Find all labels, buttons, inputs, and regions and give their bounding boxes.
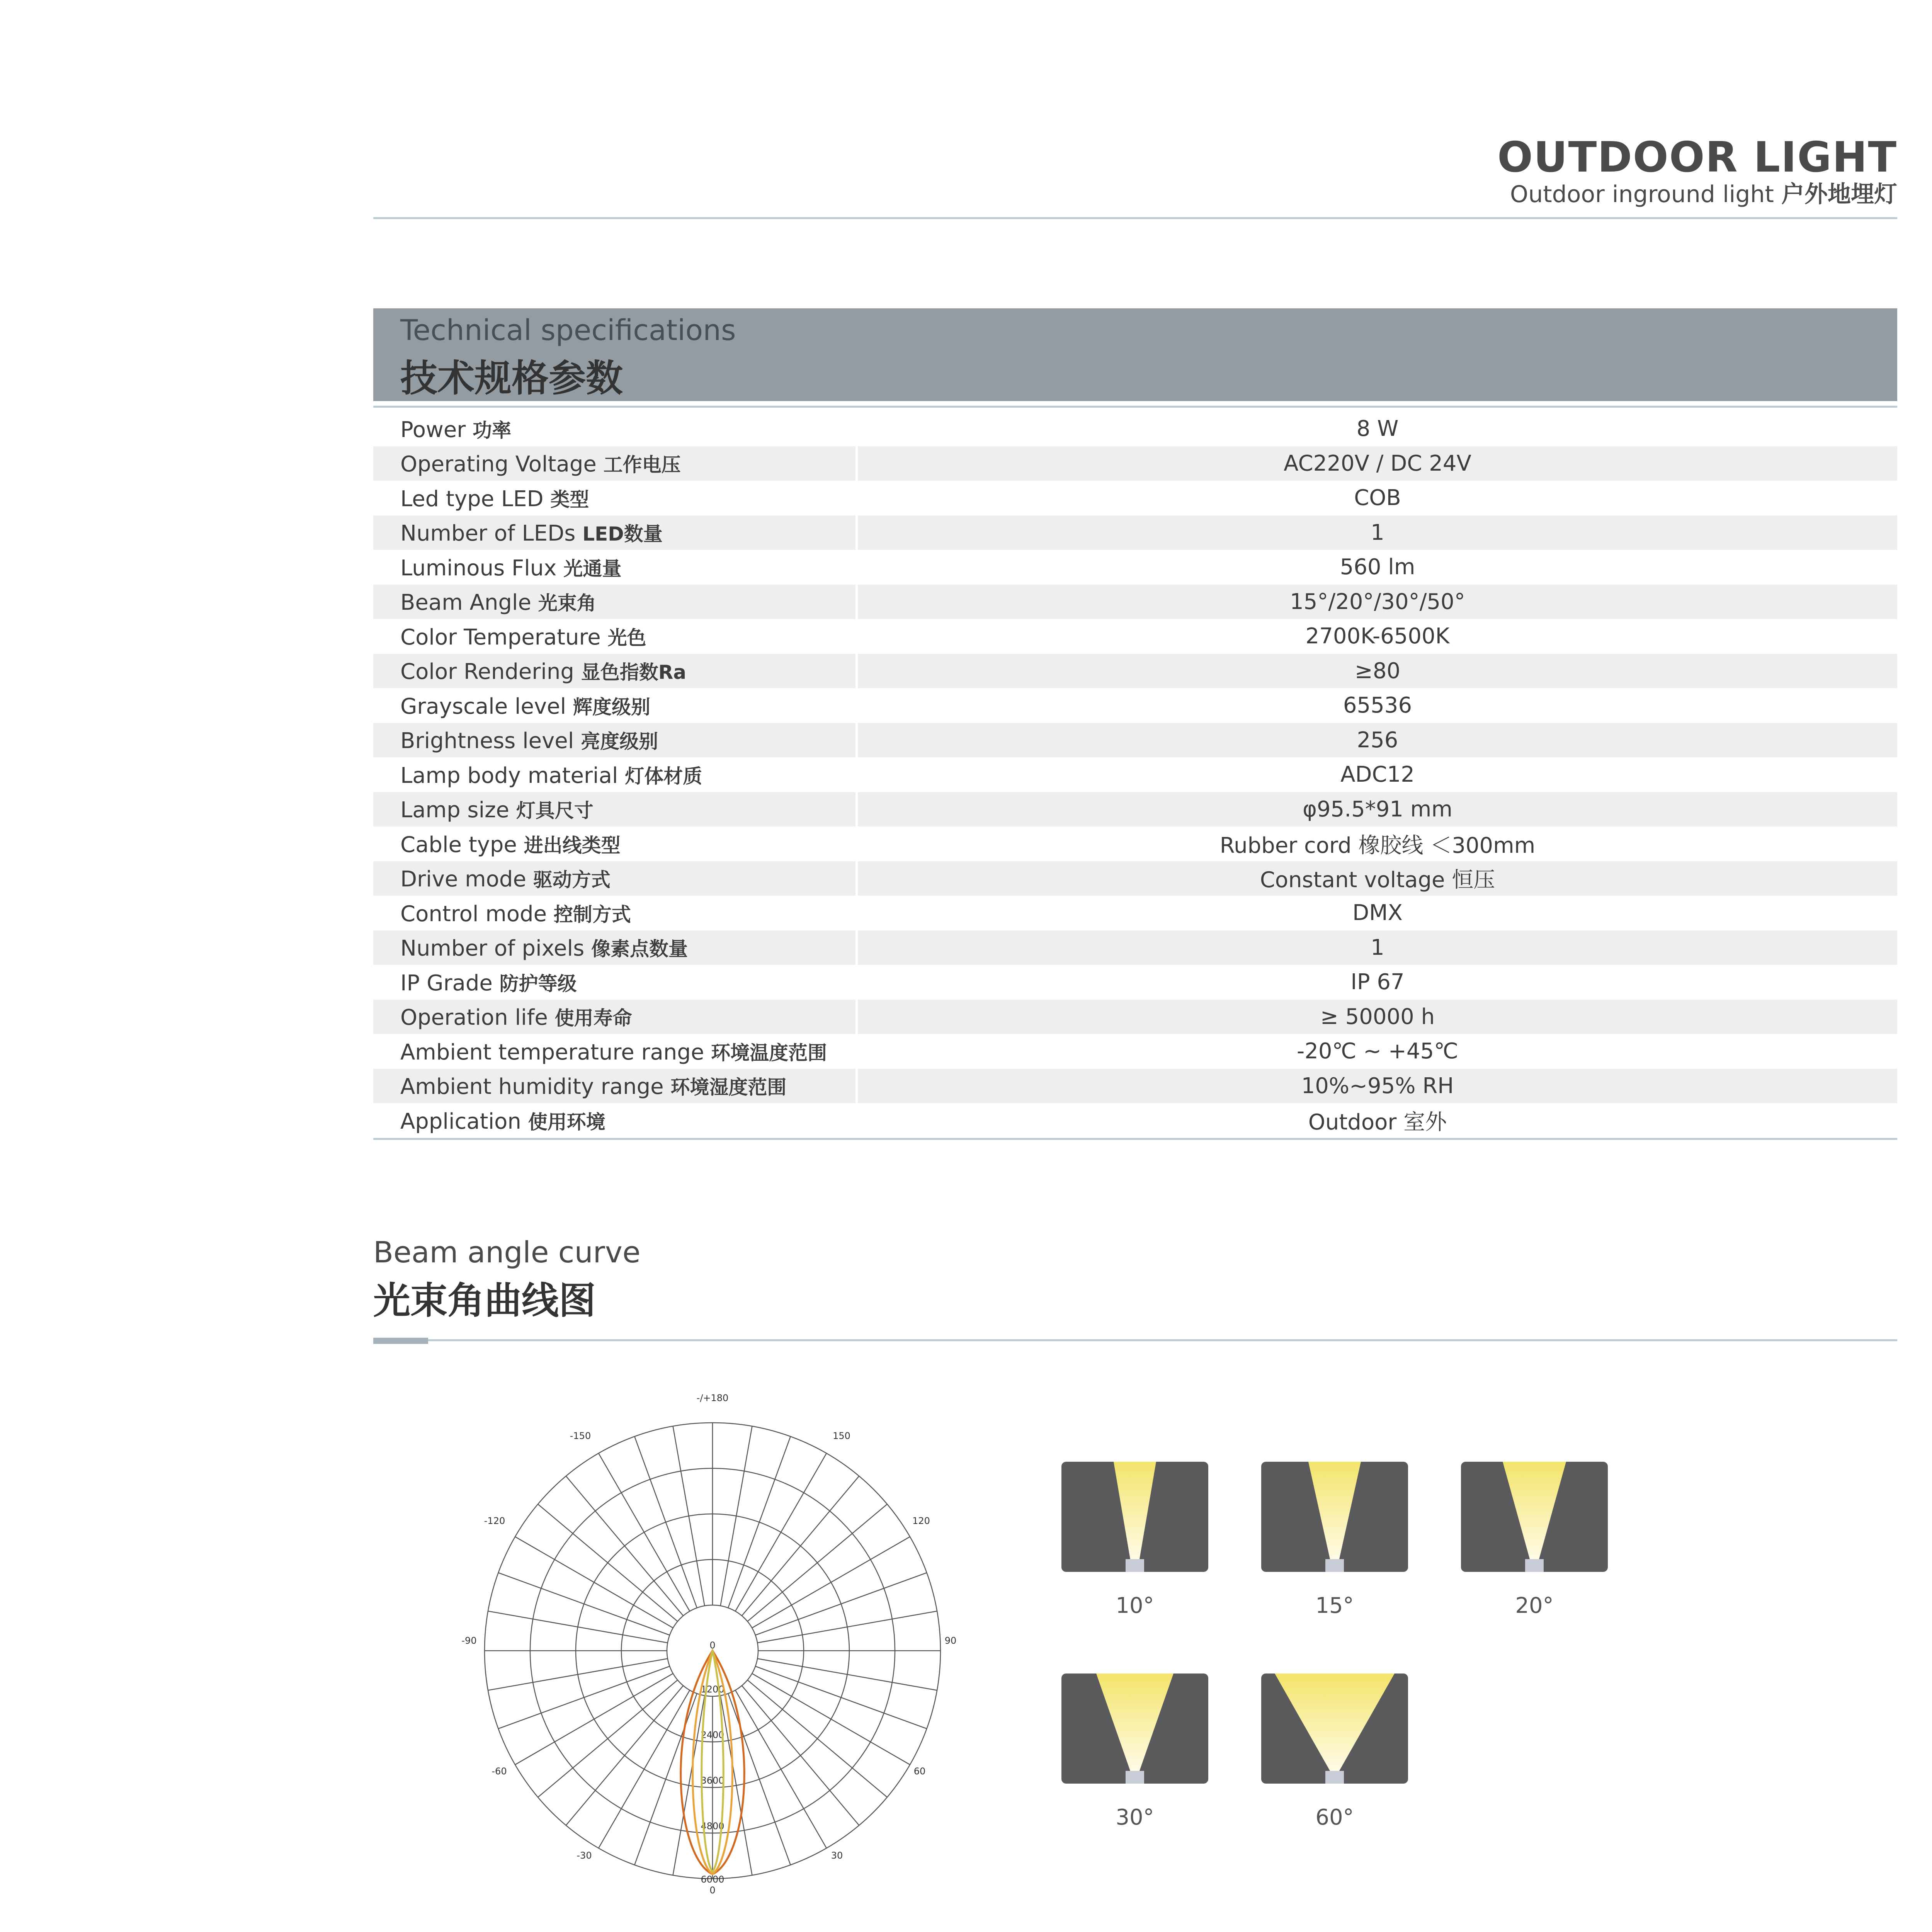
header-subtitle-en: Outdoor inground light: [1510, 181, 1774, 208]
spec-label-cn: 进出线类型: [524, 834, 621, 857]
spec-label: [373, 585, 857, 619]
spec-label-cn: 像素点数量: [591, 938, 688, 961]
polar-spoke: [747, 1680, 887, 1797]
spec-label: [373, 688, 857, 723]
spec-label: [373, 654, 857, 689]
spec-value: Rubber cord 橡胶线 ＜300mm: [1219, 833, 1536, 858]
spec-label: [373, 550, 857, 585]
beam-tile: [1261, 1673, 1408, 1784]
polar-label-top: -/+180: [696, 1393, 729, 1403]
spec-label: [373, 792, 857, 827]
polar-spoke: [515, 1537, 673, 1628]
polar-spoke: [755, 1573, 927, 1635]
beam-heading-cn: 光束角曲线图: [373, 1279, 596, 1322]
spec-label-en: Color Rendering: [400, 659, 574, 685]
beam-cone-icon: [1061, 1462, 1208, 1572]
spec-label-cn: 驱动方式: [533, 869, 611, 891]
spec-value: 65536: [1343, 693, 1412, 718]
spec-row: [373, 654, 1897, 689]
polar-spoke: [728, 1694, 790, 1865]
beam-cone-icon: [1261, 1462, 1408, 1572]
spec-row: [373, 930, 1897, 965]
beam-heading-en: Beam angle curve: [373, 1235, 641, 1269]
spec-label-cn: 功率: [473, 419, 512, 442]
spec-row: [373, 585, 1897, 619]
polar-spoke: [673, 1426, 705, 1606]
spec-label-cn: 防护等级: [499, 972, 577, 995]
spec-label: [373, 896, 857, 930]
polar-label-l90: -90: [461, 1635, 477, 1646]
spec-value: 560 lm: [1340, 554, 1415, 580]
spec-label: [373, 965, 857, 1000]
polar-spoke: [720, 1426, 752, 1606]
polar-spoke: [634, 1694, 697, 1865]
beam-tile: [1061, 1462, 1208, 1572]
polar-spoke: [742, 1476, 859, 1616]
polar-spoke: [742, 1685, 859, 1825]
polar-spoke: [488, 1658, 668, 1690]
spec-label-en: Luminous Flux: [400, 555, 557, 581]
spec-label-cn: 光通量: [563, 557, 622, 580]
spec-label-en: Brightness level: [400, 728, 574, 754]
polar-label-r60: 60: [913, 1766, 926, 1777]
spec-bottom-rule: [373, 1138, 1897, 1140]
spec-row: [373, 861, 1897, 896]
spec-label-cn: 灯体材质: [625, 765, 702, 787]
spec-label: [373, 861, 857, 896]
spec-row: [373, 550, 1897, 585]
polar-spoke: [515, 1673, 673, 1765]
spec-label-en: Ambient temperature range: [400, 1039, 704, 1065]
spec-row: [373, 1034, 1897, 1069]
spec-value: ≥80: [857, 654, 1897, 689]
spec-row: [373, 896, 1897, 930]
beam-tile: [1261, 1462, 1408, 1572]
spec-label-en: Operation life: [400, 1005, 548, 1031]
spec-row: [373, 827, 1897, 861]
polar-spoke: [728, 1437, 790, 1608]
polar-radial-label: 2400: [701, 1730, 724, 1740]
spec-value: 256: [857, 723, 1897, 758]
spec-heading-en: Technical specifications: [400, 314, 736, 347]
spec-label: [373, 412, 857, 446]
spec-label-en: Number of pixels: [400, 936, 585, 961]
polar-label-l30: -30: [577, 1850, 592, 1861]
spec-label: [373, 757, 857, 792]
polar-spoke: [757, 1658, 937, 1690]
polar-radial-label: 0: [709, 1640, 716, 1651]
polar-spoke: [735, 1690, 827, 1848]
spec-value: IP 67: [1350, 969, 1405, 995]
spec-label-cn: 灯具尺寸: [516, 799, 594, 822]
spec-label-cn: 光色: [607, 626, 646, 649]
beam-tile: [1461, 1462, 1608, 1572]
polar-label-r30: 30: [831, 1850, 843, 1861]
spec-label-en: Operating Voltage: [400, 452, 597, 477]
spec-label: [373, 1103, 857, 1138]
spec-value: φ95.5*91 mm: [857, 792, 1897, 827]
spec-value: Constant voltage 恒压: [857, 861, 1897, 896]
polar-radial-label: 6000: [701, 1874, 724, 1885]
spec-label: [373, 1069, 857, 1104]
spec-label-en: Grayscale level: [400, 694, 566, 719]
spec-label-en: Beam Angle: [400, 590, 531, 616]
spec-value: 15°/20°/30°/50°: [857, 585, 1897, 619]
spec-row: [373, 1103, 1897, 1138]
spec-label-en: Drive mode: [400, 867, 526, 892]
polar-spoke: [498, 1573, 670, 1635]
page-header-title: OUTDOOR LIGHT: [1497, 133, 1897, 182]
beam-tile: [1061, 1673, 1208, 1784]
polar-label-r120: 120: [912, 1515, 930, 1526]
spec-value: 10%~95% RH: [857, 1069, 1897, 1104]
spec-value: 8 W: [1356, 416, 1399, 442]
beam-heading-accent: [373, 1338, 428, 1344]
polar-spoke: [747, 1504, 887, 1621]
spec-value: -20℃ ~ +45℃: [1297, 1039, 1458, 1064]
polar-spoke: [735, 1453, 827, 1611]
spec-value: 1: [857, 930, 1897, 965]
spec-label-en: Power: [400, 417, 466, 442]
polar-spoke: [566, 1685, 683, 1825]
beam-tile-label: 20°: [1515, 1593, 1554, 1618]
spec-label-cn: 控制方式: [553, 903, 631, 926]
spec-label-cn: 环境温度范围: [711, 1041, 827, 1064]
spec-label-en: Color Temperature: [400, 624, 601, 650]
beam-tile-label: 60°: [1315, 1805, 1354, 1830]
polar-spoke: [599, 1690, 690, 1848]
spec-row: [373, 481, 1897, 515]
spec-row: [373, 688, 1897, 723]
spec-label-en: Lamp size: [400, 798, 509, 823]
spec-row: [373, 792, 1897, 827]
polar-radial-label: 3600: [701, 1775, 724, 1786]
spec-row: [373, 412, 1897, 446]
polar-radial-label: 4800: [701, 1821, 724, 1832]
spec-label-cn: 使用寿命: [554, 1007, 632, 1030]
spec-row: [373, 515, 1897, 550]
polar-spoke: [538, 1680, 678, 1797]
polar-label-bottom: 0: [709, 1885, 716, 1896]
beam-tile-label: 15°: [1315, 1593, 1354, 1618]
spec-label-cn: 显色指数Ra: [581, 661, 687, 684]
spec-value: AC220V / DC 24V: [857, 446, 1897, 481]
beam-angle-polar-chart: [437, 1391, 985, 1905]
polar-spoke: [538, 1504, 678, 1621]
spec-label-cn: 环境湿度范围: [670, 1076, 787, 1099]
polar-label-l60: -60: [492, 1766, 507, 1777]
spec-label-en: Control mode: [400, 901, 547, 927]
spec-value: COB: [1354, 485, 1401, 511]
polar-label-l120: -120: [484, 1515, 505, 1526]
spec-value: ADC12: [1340, 762, 1415, 787]
polar-spoke: [752, 1537, 910, 1628]
spec-label-cn: LED数量: [582, 523, 663, 546]
spec-value: DMX: [1352, 900, 1403, 926]
spec-row: [373, 1069, 1897, 1104]
polar-spoke: [634, 1437, 697, 1608]
polar-spoke: [566, 1476, 683, 1616]
beam-heading-rule: [373, 1339, 1897, 1341]
spec-row: [373, 1000, 1897, 1034]
spec-label-en: Led type LED: [400, 486, 544, 512]
beam-tile-label: 10°: [1116, 1593, 1154, 1618]
spec-label: [373, 1034, 857, 1069]
spec-label-en: Number of LEDs: [400, 521, 576, 546]
spec-label-cn: 使用环境: [528, 1111, 605, 1133]
spec-row: [373, 757, 1897, 792]
spec-label: [373, 619, 857, 654]
header-divider: [373, 217, 1897, 219]
polar-spoke: [488, 1611, 668, 1643]
spec-label: [373, 827, 857, 861]
beam-cone-icon: [1261, 1673, 1408, 1784]
spec-top-rule: [373, 406, 1897, 408]
spec-heading-cn: 技术规格参数: [400, 357, 623, 400]
polar-spoke: [498, 1666, 670, 1728]
spec-label-cn: 类型: [550, 488, 589, 511]
spec-label: [373, 515, 857, 550]
spec-label: [373, 930, 857, 965]
spec-table: [373, 412, 1897, 1138]
polar-spoke: [755, 1666, 927, 1728]
page-header-subtitle: [1510, 176, 1897, 209]
spec-value: 1: [857, 515, 1897, 550]
polar-label-tr150: 150: [833, 1430, 850, 1441]
spec-label-en: Application: [400, 1109, 521, 1134]
spec-row: [373, 965, 1897, 1000]
spec-value: ≥ 50000 h: [857, 1000, 1897, 1034]
spec-label: [373, 723, 857, 758]
beam-tile-label: 30°: [1116, 1805, 1154, 1830]
spec-row: [373, 619, 1897, 654]
spec-label: [373, 481, 857, 515]
spec-label-cn: 光束角: [538, 592, 596, 615]
spec-heading-banner: [373, 308, 1897, 401]
spec-label-cn: 辉度级别: [573, 696, 650, 718]
spec-label-en: Cable type: [400, 832, 517, 857]
polar-label-r90: 90: [944, 1635, 957, 1646]
beam-cone-icon: [1461, 1462, 1608, 1572]
spec-value: 2700K-6500K: [1305, 624, 1450, 649]
beam-cone-icon: [1061, 1673, 1208, 1784]
polar-label-tl150: -150: [570, 1430, 591, 1441]
polar-radial-label: 1200: [701, 1684, 724, 1695]
spec-label-en: Ambient humidity range: [400, 1074, 664, 1100]
spec-label-cn: 工作电压: [603, 454, 681, 476]
polar-spoke: [757, 1611, 937, 1643]
spec-label-en: IP Grade: [400, 970, 493, 996]
spec-row: [373, 446, 1897, 481]
polar-spoke: [752, 1673, 910, 1765]
spec-value: Outdoor 室外: [1308, 1109, 1447, 1135]
spec-label: [373, 1000, 857, 1034]
polar-spoke: [599, 1453, 690, 1611]
header-subtitle-cn: 户外地埋灯: [1781, 181, 1897, 208]
spec-label: [373, 446, 857, 481]
spec-label-cn: 亮度级别: [581, 730, 658, 753]
spec-row: [373, 723, 1897, 758]
spec-label-en: Lamp body material: [400, 763, 618, 788]
